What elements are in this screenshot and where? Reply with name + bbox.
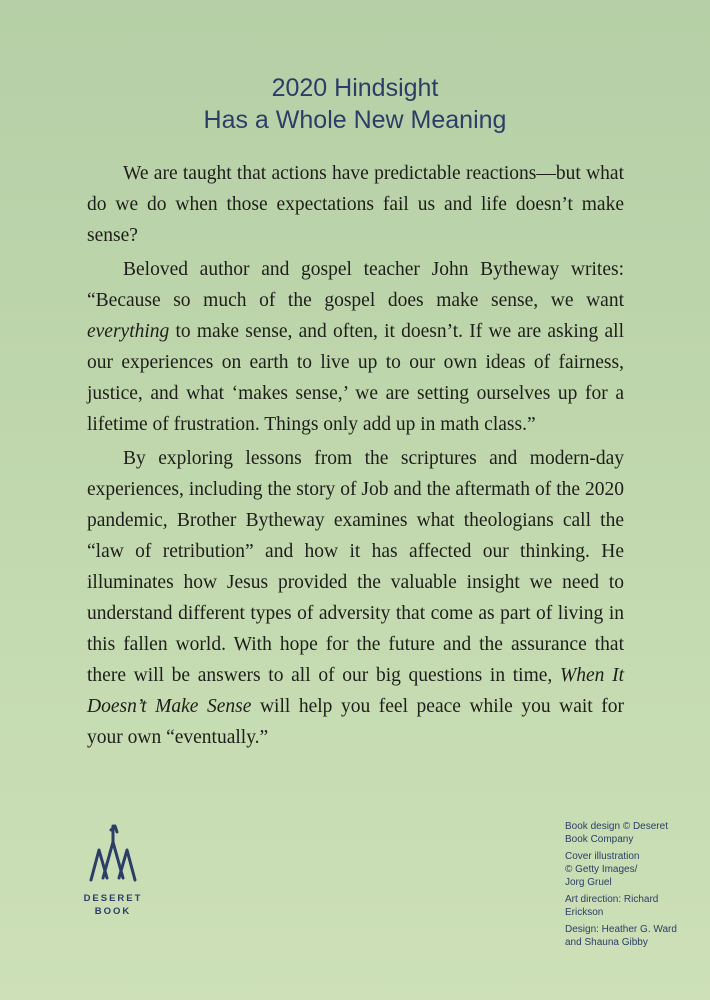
paragraph-2-text-after: to make sense, and often, it doesn’t. If we are asking all our experiences on earth to live up to our own ideas of fairness, justice, and what ‘makes sense,’ we are setting ourselves up for a lifetime of frustration. Things only add up in math class.”: [87, 321, 624, 435]
paragraph-3-book-title: When It Doesn’t Make Sense: [87, 665, 625, 717]
credit-book-design: [565, 820, 695, 846]
paragraph-3-text-before: By exploring lessons from the scriptures and modern-day experiences, including the story of Job and the aftermath of the 2020 pandemic, Brother Bytheway examines what theologians call the “law of retribution” and how it has affected our thinking. He illuminates how Jesus provided the valuable insight we need to understand different types of adversity that come as part of living in this fallen world. With hope for the future and the assurance that there will be answers to all of our big questions in time,: [87, 448, 624, 686]
credit-line: Cover illustration: [565, 851, 640, 862]
paragraph-1-text: We are taught that actions have predictable reactions—but what do we do when those expectations fail us and life doesn’t make sense?: [87, 163, 624, 246]
credit-design: [565, 923, 695, 949]
credits-block: [565, 820, 695, 953]
credit-cover-illustration: [565, 850, 695, 889]
credit-art-direction: [565, 893, 695, 919]
paragraph-3-text-after: will help you feel peace while you wait for your own “eventually.”: [87, 696, 624, 748]
title-line-2: Has a Whole New Meaning: [203, 106, 507, 134]
back-cover-description: [87, 158, 624, 756]
paragraph-3: [87, 443, 624, 753]
credit-line: Erickson: [565, 907, 604, 918]
credit-line: © Getty Images/: [565, 864, 638, 875]
credit-line: Book Company: [565, 834, 634, 845]
title-line-1: 2020 Hindsight: [271, 74, 439, 102]
publisher-name: [78, 892, 148, 918]
publisher-logo: [78, 820, 148, 924]
publisher-name-line-2: BOOK: [94, 906, 132, 917]
paragraph-1: [87, 158, 624, 251]
deseret-book-logo-icon: [83, 820, 143, 884]
credit-line: Jorg Gruel: [565, 877, 612, 888]
paragraph-2-emphasis: everything: [87, 321, 170, 342]
book-title: [0, 72, 710, 136]
credit-line: Art direction: Richard: [565, 894, 659, 905]
paragraph-2-text-before: Beloved author and gospel teacher John Bytheway writes: “Because so much of the gospel does make sense, we want: [87, 259, 624, 311]
publisher-name-line-1: DESERET: [83, 893, 143, 904]
paragraph-2: [87, 254, 624, 440]
credit-line: and Shauna Gibby: [565, 937, 648, 948]
credit-line: Book design © Deseret: [565, 821, 668, 832]
credit-line: Design: Heather G. Ward: [565, 924, 677, 935]
